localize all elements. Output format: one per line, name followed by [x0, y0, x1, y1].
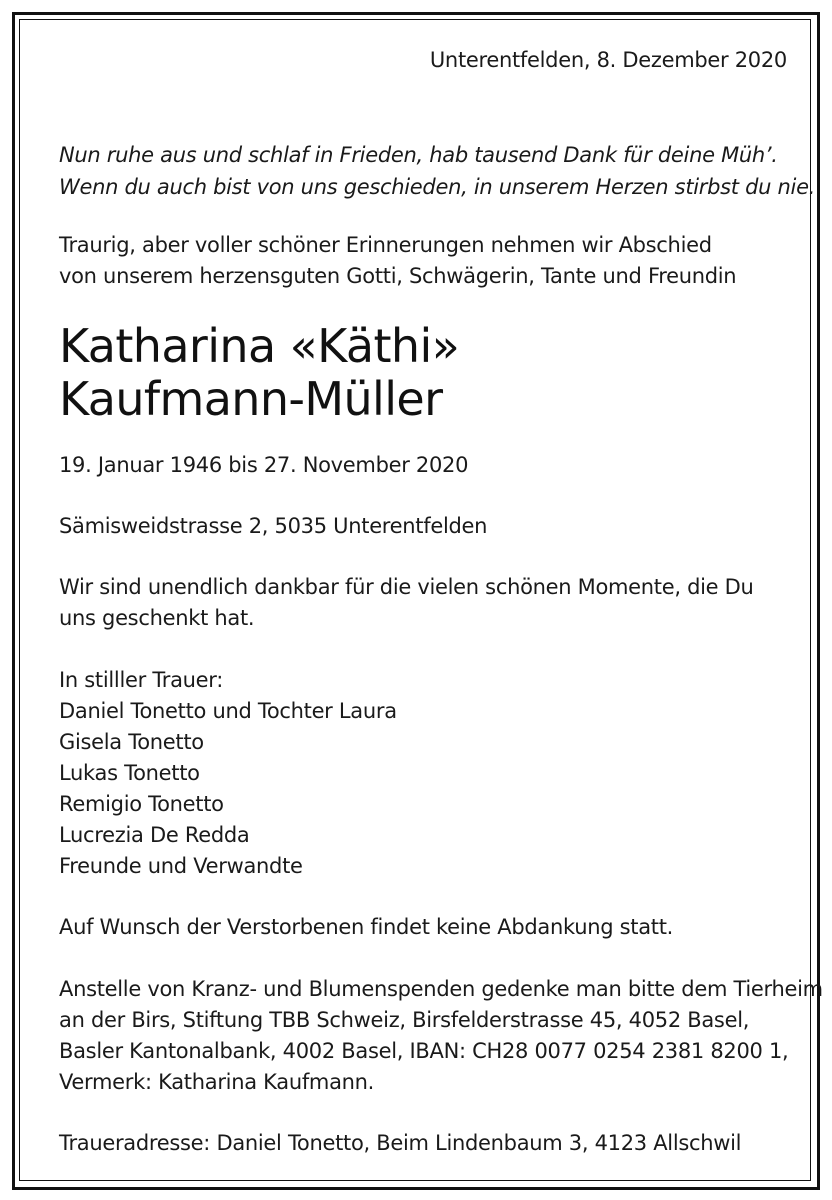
- list-item: Lucrezia De Redda: [59, 823, 250, 847]
- mourning-address: Traueradresse: Daniel Tonetto, Beim Lindenbaum 3, 4123 Allschwil: [59, 1131, 742, 1155]
- deceased-name-line: Kaufmann-Müller: [59, 372, 443, 426]
- donation-line: Anstelle von Kranz- und Blumenspenden gedenke man bitte dem Tierheim: [59, 977, 823, 1001]
- deceased-address: Sämisweidstrasse 2, 5035 Unterentfelden: [59, 514, 488, 538]
- mourners-list: [59, 665, 397, 882]
- thanks-line: Wir sind unendlich dankbar für die vielen schönen Momente, die Du: [59, 575, 754, 599]
- donation-line: Basler Kantonalbank, 4002 Basel, IBAN: CH28 0077 0254 2381 8200 1,: [59, 1039, 789, 1063]
- thanks-text: [59, 572, 754, 634]
- memorial-verse: [59, 139, 815, 203]
- list-item: Gisela Tonetto: [59, 730, 204, 754]
- place-and-date: Unterentfelden, 8. Dezember 2020: [429, 48, 787, 72]
- deceased-name: [59, 320, 459, 426]
- intro-line: von unserem herzensguten Gotti, Schwägerin, Tante und Freundin: [59, 264, 737, 288]
- life-dates: 19. Januar 1946 bis 27. November 2020: [59, 453, 469, 477]
- list-item: Remigio Tonetto: [59, 792, 224, 816]
- list-item: Freunde und Verwandte: [59, 854, 303, 878]
- mourners-heading: In stilller Trauer:: [59, 668, 224, 692]
- intro-line: Traurig, aber voller schöner Erinnerungen nehmen wir Abschied: [59, 233, 712, 257]
- donation-request: [59, 974, 823, 1098]
- list-item: Daniel Tonetto und Tochter Laura: [59, 699, 397, 723]
- deceased-name-line: Katharina «Käthi»: [59, 319, 460, 373]
- list-item: Lukas Tonetto: [59, 761, 200, 785]
- thanks-line: uns geschenkt hat.: [59, 606, 255, 630]
- intro-text: [59, 230, 736, 292]
- verse-line: Nun ruhe aus und schlaf in Frieden, hab tausend Dank für deine Müh’.: [59, 143, 778, 167]
- service-note: Auf Wunsch der Verstorbenen findet keine Abdankung statt.: [59, 915, 674, 939]
- donation-line: an der Birs, Stiftung TBB Schweiz, Birsfelderstrasse 45, 4052 Basel,: [59, 1008, 750, 1032]
- donation-line: Vermerk: Katharina Kaufmann.: [59, 1070, 375, 1094]
- verse-line: Wenn du auch bist von uns geschieden, in unserem Herzen stirbst du nie.: [59, 175, 816, 199]
